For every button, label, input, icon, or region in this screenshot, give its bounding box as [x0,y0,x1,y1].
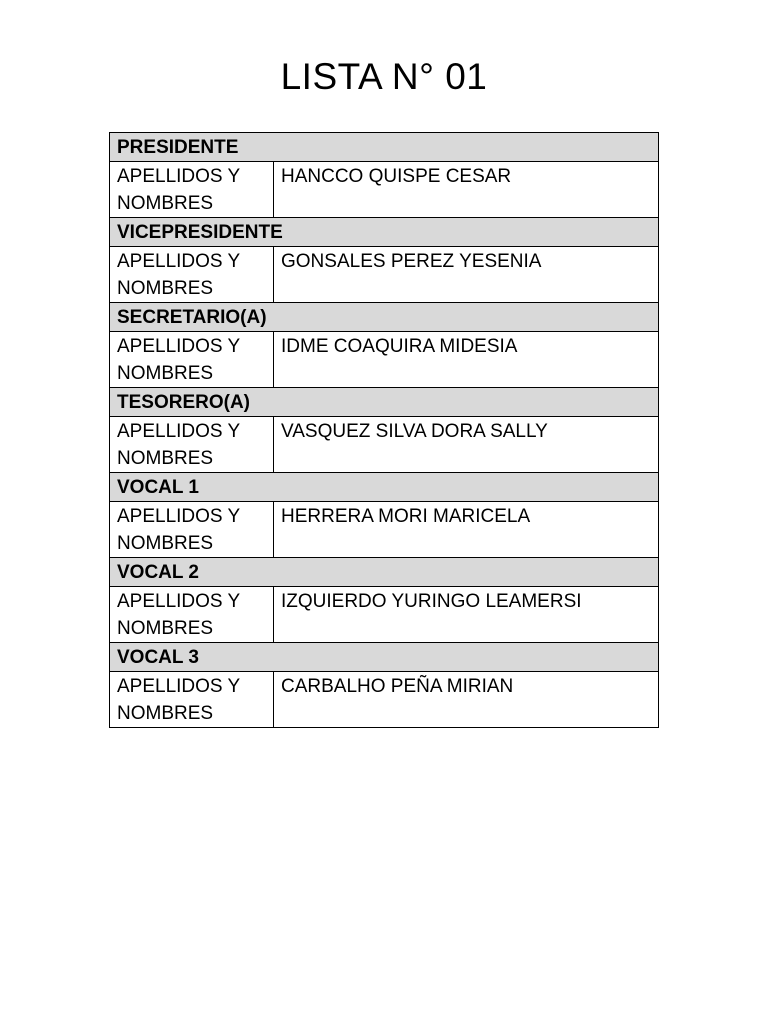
person-row [110,672,659,728]
role-row-vocal-3 [110,643,659,672]
person-row [110,417,659,473]
role-row-secretario [110,303,659,332]
role-title: VOCAL 1 [110,473,659,502]
field-label: APELLIDOS Y NOMBRES [110,247,274,303]
person-row [110,502,659,558]
field-label: APELLIDOS Y NOMBRES [110,332,274,388]
role-title: TESORERO(A) [110,388,659,417]
person-name: GONSALES PEREZ YESENIA [274,247,659,303]
role-row-vicepresidente [110,218,659,247]
page-title: LISTA N° 01 [280,56,488,97]
person-name: CARBALHO PEÑA MIRIAN [274,672,659,728]
person-row [110,247,659,303]
field-label: APELLIDOS Y NOMBRES [110,672,274,728]
person-name: HANCCO QUISPE CESAR [274,162,659,218]
role-row-tesorero [110,388,659,417]
role-title: PRESIDENTE [110,133,659,162]
person-row [110,162,659,218]
role-title: VOCAL 2 [110,558,659,587]
role-title: VOCAL 3 [110,643,659,672]
role-row-presidente [110,133,659,162]
field-label: APELLIDOS Y NOMBRES [110,162,274,218]
person-name: IDME COAQUIRA MIDESIA [274,332,659,388]
role-title: SECRETARIO(A) [110,303,659,332]
role-title: VICEPRESIDENTE [110,218,659,247]
person-name: VASQUEZ SILVA DORA SALLY [274,417,659,473]
field-label: APELLIDOS Y NOMBRES [110,587,274,643]
person-name: HERRERA MORI MARICELA [274,502,659,558]
person-name: IZQUIERDO YURINGO LEAMERSI [274,587,659,643]
role-row-vocal-2 [110,558,659,587]
field-label: APELLIDOS Y NOMBRES [110,502,274,558]
field-label: APELLIDOS Y NOMBRES [110,417,274,473]
person-row [110,332,659,388]
role-row-vocal-1 [110,473,659,502]
person-row [110,587,659,643]
officers-table [109,132,659,728]
